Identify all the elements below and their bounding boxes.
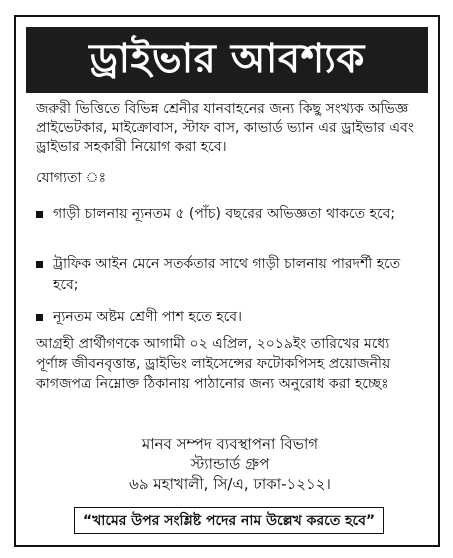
envelope-note: [74, 507, 384, 534]
square-bullet-icon: [36, 211, 43, 218]
envelope-note-text: “খামের উপর সংশ্লিষ্ট পদের নাম উল্লেখ করতে হবে”: [82, 512, 376, 529]
application-instructions: আগ্রহী প্রার্থীগণকে আগামী ০২ এপ্রিল, ২০১৯ইং তারিখের মধ্যে পূর্ণাঙ্গ জীবনবৃত্তান্ত, ড্রাইভিং লাইসেন্সের ফটোকপিসহ প্রয়োজনীয় কাগজপত্র নিম্নোক্ত ঠিকানায় পাঠানোর জন্য অনুরোধ করা হচ্ছেঃ: [36, 336, 391, 392]
requirement-text: ন্যূনতম অষ্টম শ্রেণী পাশ হতে হবে।: [53, 309, 243, 325]
address-block: [36, 434, 424, 494]
square-bullet-icon: [36, 314, 43, 321]
requirement-item: [36, 254, 424, 296]
title-banner: [26, 27, 428, 93]
address-location: ৬৯ মহাখালী, সি/এ, ঢাকা-১২১২।: [129, 475, 331, 493]
requirement-text: ট্রাফিক আইন মেনে সতর্কতার সাথে গাড়ী চালনায় পারদর্শী হতে হবে;: [53, 256, 401, 293]
address-department: মানব সম্পদ ব্যবস্থাপনা বিভাগ: [141, 435, 319, 453]
address-company: স্ট্যান্ডার্ড গ্রুপ: [190, 455, 270, 473]
square-bullet-icon: [36, 261, 43, 268]
requirement-item: [36, 204, 424, 225]
intro-paragraph: জরুরী ভিত্তিতে বিভিন্ন শ্রেনীর যানবাহনের জন্য কিছু সংখ্যক অভিজ্ঞ প্রাইভেটকার, মাইক্রোবাস, স্টাফ বাস, কাভার্ড ভ্যান এর ড্রাইভার এবং ড্রাইভার সহকারী নিয়োগ করা হবে।: [36, 101, 414, 155]
requirement-item: [36, 307, 424, 328]
ad-title: ড্রাইভার আবশ্যক: [89, 34, 365, 82]
job-ad-frame: [14, 15, 440, 547]
requirements-label: যোগ্যতা ঃ: [36, 170, 107, 186]
requirement-text: গাড়ী চালনায় ন্যূনতম ৫ (পাঁচ) বছরের অভিজ্ঞতা থাকতে হবে;: [53, 206, 396, 222]
